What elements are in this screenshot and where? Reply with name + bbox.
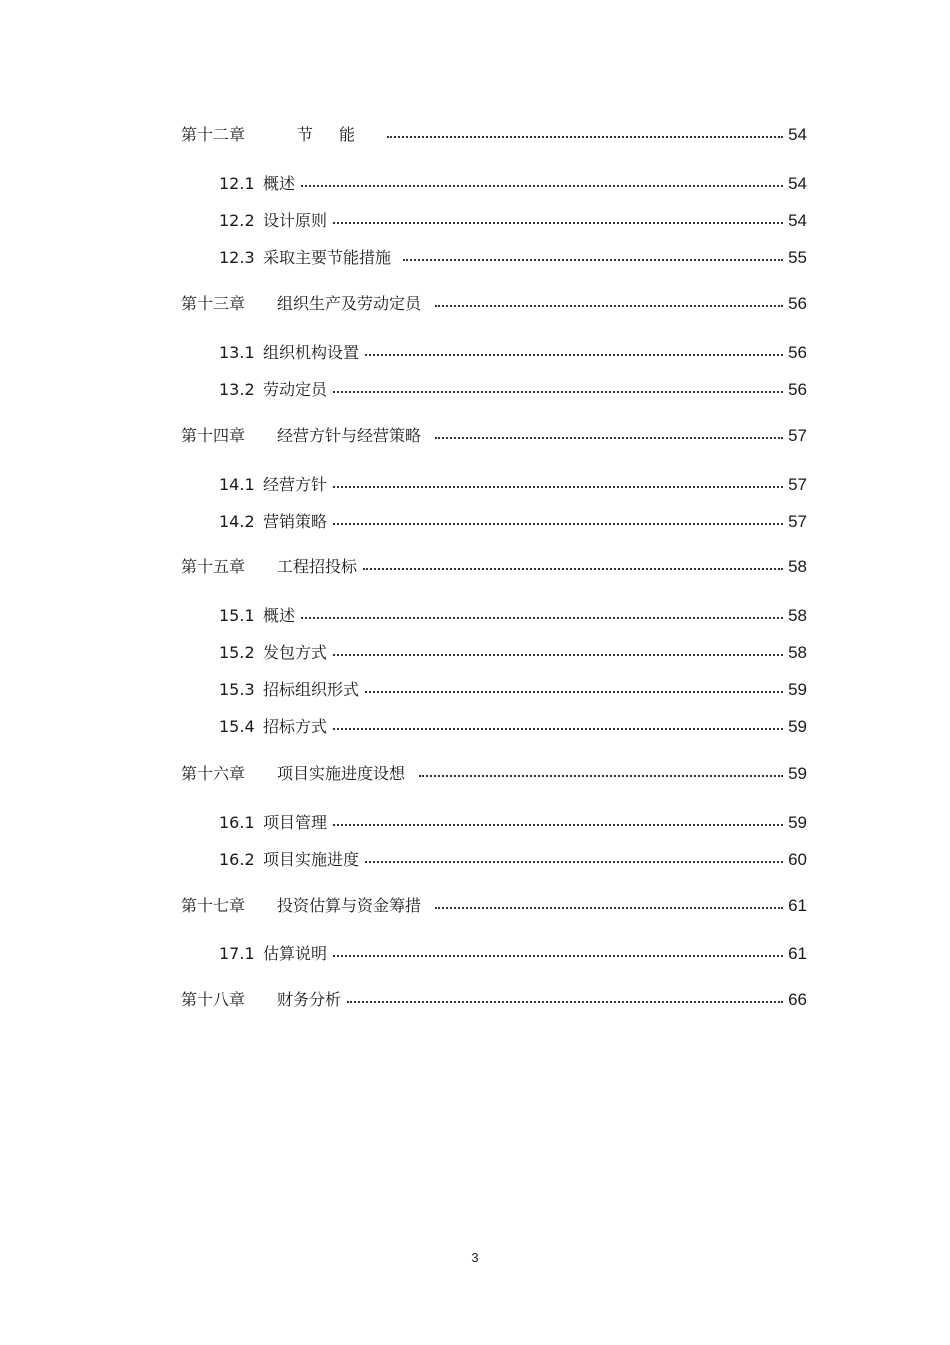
toc-entry-number: 第十五章 — [181, 557, 246, 576]
toc-entry-number: 12.2 — [219, 211, 255, 230]
toc-section-13-1[interactable] — [219, 342, 807, 364]
toc-entry-number: 第十七章 — [181, 896, 246, 915]
toc-section-12-1[interactable] — [219, 173, 807, 195]
toc-entry-page: 59 — [788, 813, 807, 832]
toc-entry-title: 概述 — [263, 174, 296, 193]
toc-section-15-2[interactable] — [219, 642, 807, 664]
dot-leader — [333, 208, 783, 224]
toc-entry-number: 15.3 — [219, 680, 255, 699]
toc-entry-page: 57 — [788, 426, 807, 445]
toc-entry-page: 58 — [788, 643, 807, 662]
dot-leader — [387, 122, 783, 138]
toc-entry-number: 13.1 — [219, 343, 255, 362]
toc-entry-title: 发包方式 — [263, 643, 328, 662]
toc-entry-number: 第十四章 — [181, 426, 246, 445]
toc-chapter-13[interactable] — [181, 293, 807, 315]
toc-entry-number: 16.1 — [219, 813, 255, 832]
toc-section-15-3[interactable] — [219, 679, 807, 701]
dot-leader — [301, 171, 783, 187]
toc-entry-number: 第十六章 — [181, 764, 246, 783]
toc-entry-page: 61 — [788, 896, 807, 915]
toc-entry-title: 估算说明 — [263, 944, 328, 963]
dot-leader — [333, 640, 783, 656]
toc-entry-page: 54 — [788, 211, 807, 230]
toc-section-14-1[interactable] — [219, 474, 807, 496]
page-number: 3 — [471, 1250, 479, 1265]
toc-entry-page: 56 — [788, 294, 807, 313]
toc-entry-page: 58 — [788, 606, 807, 625]
toc-entry-page: 56 — [788, 380, 807, 399]
toc-entry-page: 54 — [788, 174, 807, 193]
dot-leader — [333, 810, 783, 826]
toc-entry-number: 第十三章 — [181, 294, 246, 313]
dot-leader — [365, 847, 783, 863]
toc-entry-page: 59 — [788, 717, 807, 736]
toc-entry-number: 17.1 — [219, 944, 255, 963]
toc-entry-title: 工程招投标 — [277, 557, 358, 576]
toc-entry-number: 13.2 — [219, 380, 255, 399]
toc-chapter-16[interactable] — [181, 763, 807, 785]
dot-leader — [333, 714, 783, 730]
toc-entry-number: 第十二章 — [181, 125, 246, 144]
toc-entry-number: 第十八章 — [181, 990, 246, 1009]
toc-entry-title: 节能 — [297, 125, 382, 144]
dot-leader — [403, 245, 783, 261]
toc-section-14-2[interactable] — [219, 511, 807, 533]
toc-section-12-2[interactable] — [219, 210, 807, 232]
dot-leader — [333, 941, 783, 957]
toc-entry-number: 12.3 — [219, 248, 255, 267]
toc-section-15-1[interactable] — [219, 605, 807, 627]
toc-entry-title: 设计原则 — [263, 211, 328, 230]
dot-leader — [435, 893, 783, 909]
toc-entry-page: 57 — [788, 475, 807, 494]
toc-entry-title: 组织机构设置 — [263, 343, 360, 362]
toc-entry-page: 60 — [788, 850, 807, 869]
toc-entry-page: 54 — [788, 125, 807, 144]
toc-entry-page: 61 — [788, 944, 807, 963]
toc-chapter-14[interactable] — [181, 425, 807, 447]
toc-entry-title: 组织生产及劳动定员 — [277, 294, 422, 313]
toc-entry-title: 经营方针与经营策略 — [277, 426, 422, 445]
toc-entry-page: 55 — [788, 248, 807, 267]
toc-section-12-3[interactable] — [219, 247, 807, 269]
toc-entry-page: 57 — [788, 512, 807, 531]
toc-entry-number: 14.1 — [219, 475, 255, 494]
toc-section-13-2[interactable] — [219, 379, 807, 401]
toc-entry-title: 项目实施进度 — [263, 850, 360, 869]
toc-entry-title: 招标组织形式 — [263, 680, 360, 699]
toc-chapter-15[interactable] — [181, 556, 807, 578]
toc-entry-title: 营销策略 — [263, 512, 328, 531]
toc-entry-title: 经营方针 — [263, 475, 328, 494]
toc-entry-title: 投资估算与资金筹措 — [277, 896, 422, 915]
toc-chapter-17[interactable] — [181, 895, 807, 917]
dot-leader — [301, 603, 783, 619]
toc-section-15-4[interactable] — [219, 716, 807, 738]
dot-leader — [333, 377, 783, 393]
toc-section-17-1[interactable] — [219, 943, 807, 965]
dot-leader — [333, 472, 783, 488]
dot-leader — [435, 291, 783, 307]
toc-entry-number: 15.1 — [219, 606, 255, 625]
toc-entry-page: 59 — [788, 680, 807, 699]
toc-entry-title: 采取主要节能措施 — [263, 248, 392, 267]
toc-entry-page: 59 — [788, 764, 807, 783]
toc-entry-title: 招标方式 — [263, 717, 328, 736]
toc-entry-title: 财务分析 — [277, 990, 342, 1009]
toc-entry-number: 12.1 — [219, 174, 255, 193]
toc-entry-title: 项目管理 — [263, 813, 328, 832]
toc-entry-page: 56 — [788, 343, 807, 362]
dot-leader — [347, 987, 783, 1003]
dot-leader — [365, 677, 783, 693]
toc-entry-number: 16.2 — [219, 850, 255, 869]
toc-chapter-12[interactable] — [181, 124, 807, 146]
toc-entry-number: 15.2 — [219, 643, 255, 662]
dot-leader — [333, 509, 783, 525]
toc-section-16-1[interactable] — [219, 812, 807, 834]
dot-leader — [363, 554, 783, 570]
dot-leader — [435, 423, 783, 439]
toc-section-16-2[interactable] — [219, 849, 807, 871]
toc-entry-title: 项目实施进度设想 — [277, 764, 406, 783]
toc-entry-number: 14.2 — [219, 512, 255, 531]
dot-leader — [365, 340, 783, 356]
toc-entry-number: 15.4 — [219, 717, 255, 736]
toc-entry-page: 66 — [788, 990, 807, 1009]
toc-chapter-18[interactable] — [181, 989, 807, 1011]
toc-entry-title: 劳动定员 — [263, 380, 328, 399]
toc-entry-title: 概述 — [263, 606, 296, 625]
toc-entry-page: 58 — [788, 557, 807, 576]
dot-leader — [419, 761, 783, 777]
